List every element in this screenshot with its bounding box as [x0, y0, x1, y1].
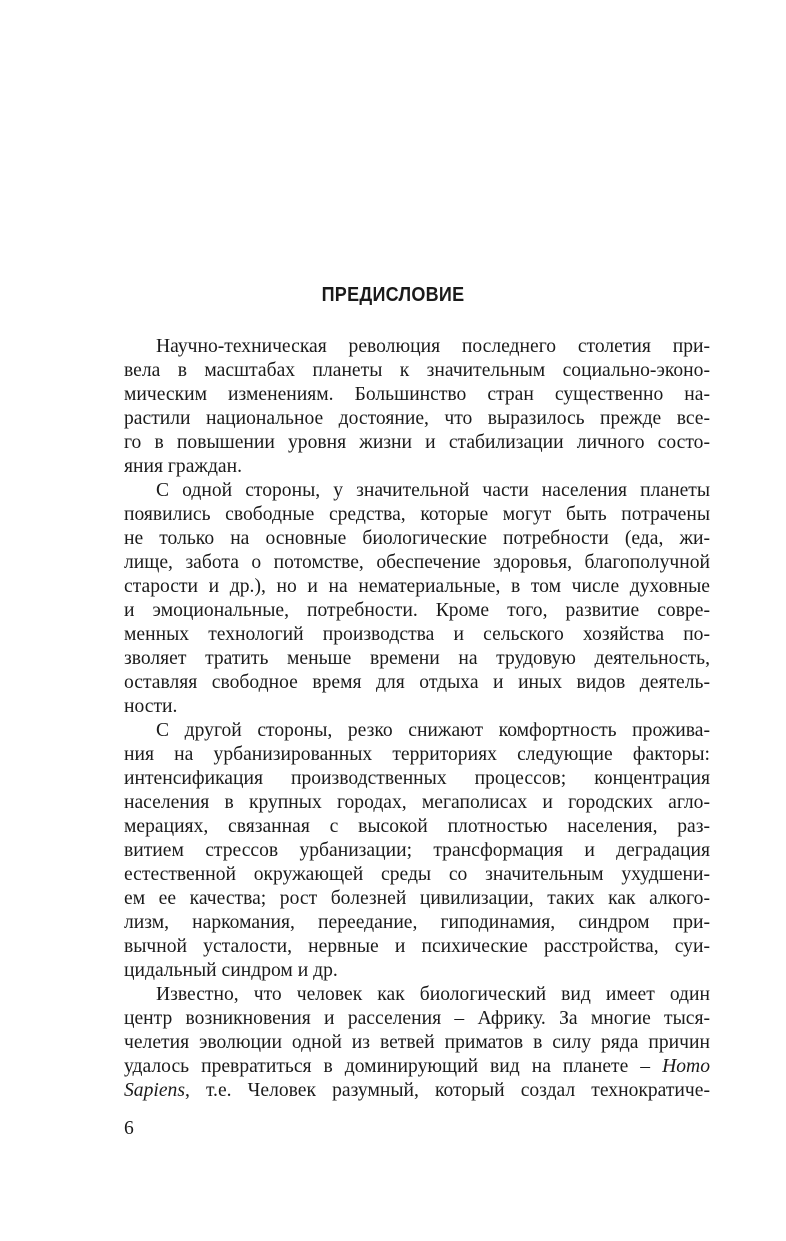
text-line: Научно-техническая революция последнего столетия при- — [156, 336, 710, 357]
text-line: естественной окружающей среды со значительным ухудшени- — [124, 864, 710, 885]
text-line: ности. — [124, 696, 178, 717]
text-line: ния на урбанизированных территориях следующие факторы: — [124, 744, 710, 765]
text-line: старости и др.), но и на нематериальные, в том числе духовные — [124, 576, 710, 597]
text-line: ем ее качества; рост болезней цивилизации, таких как алкого- — [124, 888, 710, 909]
text-line: центр возникновения и расселения – Африку. За многие тыся- — [124, 1008, 710, 1029]
text-line: удалось превратиться в доминирующий вид на планете – Homo — [124, 1056, 710, 1077]
text-line: мическим изменениям. Большинство стран существенно на- — [124, 384, 710, 405]
text-line: менных технологий производства и сельского хозяйства по- — [124, 624, 710, 645]
text-line: яния граждан. — [124, 456, 243, 477]
text-line: зволяет тратить меньше времени на трудовую деятельность, — [124, 648, 710, 669]
text-line: населения в крупных городах, мегаполисах и городских агло- — [124, 792, 710, 813]
page-number: 6 — [124, 1118, 134, 1139]
text-line: и эмоциональные, потребности. Кроме того, развитие совре- — [124, 600, 710, 621]
text-line: С другой стороны, резко снижают комфортность прожива- — [156, 720, 710, 741]
text-line: лизм, наркомания, переедание, гиподинамия, синдром при- — [124, 912, 710, 933]
text-line: челетия эволюции одной из ветвей приматов в силу ряда причин — [124, 1032, 710, 1053]
text-line: растили национальное достояние, что выразилось прежде все- — [124, 408, 710, 429]
italic-term: Sapiens — [124, 1080, 185, 1101]
text-line: вычной усталости, нервные и психические расстройства, суи- — [124, 936, 710, 957]
text-line: С одной стороны, у значительной части населения планеты — [156, 480, 710, 501]
text-line: цидальный синдром и др. — [124, 960, 338, 981]
text-line: вела в масштабах планеты к значительным социально-эконо- — [124, 360, 710, 381]
text-line: лище, забота о потомстве, обеспечение здоровья, благополучной — [124, 552, 710, 573]
text-line: мерациях, связанная с высокой плотностью населения, раз- — [124, 816, 710, 837]
text-line: Sapiens, т.е. Человек разумный, который создал технократиче- — [124, 1080, 710, 1101]
text-line: появились свободные средства, которые могут быть потрачены — [124, 504, 710, 525]
page-title: ПРЕДИСЛОВИЕ — [321, 284, 465, 306]
italic-term: Homo — [662, 1056, 710, 1077]
text-line: интенсификация производственных процессов; концентрация — [124, 768, 710, 789]
text-line: оставляя свободное время для отдыха и иных видов деятель- — [124, 672, 710, 693]
text-line: го в повышении уровня жизни и стабилизации личного состо- — [124, 432, 710, 453]
text-line: Известно, что человек как биологический вид имеет один — [156, 984, 710, 1005]
text-line: витием стрессов урбанизации; трансформация и деградация — [124, 840, 710, 861]
text-line: не только на основные биологические потребности (еда, жи- — [124, 528, 710, 549]
